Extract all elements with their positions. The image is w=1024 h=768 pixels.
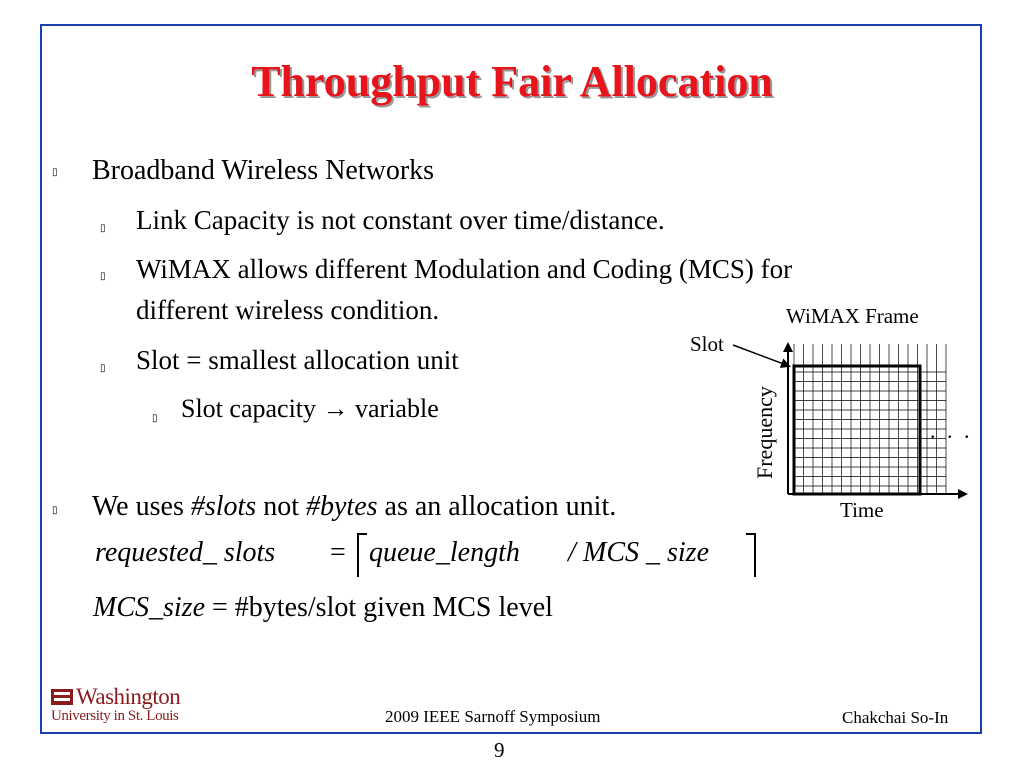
bullet-wimax-line1: WiMAX allows different Modulation and Coding (MCS) for bbox=[136, 254, 793, 284]
frame-ellipsis: . . . bbox=[930, 418, 973, 443]
bullet-wimax-line2: different wireless condition. bbox=[136, 295, 440, 325]
page-number: 9 bbox=[494, 738, 505, 762]
slot-pointer-arrow bbox=[733, 345, 789, 366]
formula-equals: = bbox=[330, 537, 346, 568]
formula-lhs: requested_ slots bbox=[95, 537, 276, 568]
logo-university-text: University in St. Louis bbox=[51, 708, 179, 724]
logo-washington-text: Washington bbox=[76, 684, 181, 709]
mcs-size-definition: MCS_size = #bytes/slot given MCS level bbox=[93, 592, 553, 623]
footer-conference: 2009 IEEE Sarnoff Symposium bbox=[385, 707, 601, 726]
bullet-slots-unit: We uses #slots not #bytes as an allocation unit. bbox=[92, 491, 617, 522]
bullet-marker: ▯ bbox=[52, 167, 58, 178]
bullet-marker: ▯ bbox=[100, 363, 106, 374]
formula-slash: / bbox=[568, 537, 576, 568]
university-shield-icon bbox=[51, 689, 73, 705]
bullet-link-capacity: Link Capacity is not constant over time/distance. bbox=[136, 205, 665, 235]
frequency-axis-label: Frequency bbox=[752, 386, 777, 479]
bullet-slot-capacity: Slot capacity → variable bbox=[181, 394, 439, 423]
bullet-marker: ▯ bbox=[100, 271, 106, 282]
footer-author: Chakchai So-In bbox=[842, 708, 949, 727]
formula-queue-length: queue_length bbox=[369, 537, 520, 568]
time-axis-label: Time bbox=[840, 498, 884, 522]
slot-label: Slot bbox=[690, 332, 724, 356]
slide-title: Throughput Fair Allocation bbox=[251, 57, 773, 106]
wimax-frame-label: WiMAX Frame bbox=[786, 304, 919, 328]
bullet-marker: ▯ bbox=[52, 505, 58, 516]
bullet-marker: ▯ bbox=[152, 413, 158, 424]
bullet-slot-definition: Slot = smallest allocation unit bbox=[136, 345, 459, 375]
bullet-broadband: Broadband Wireless Networks bbox=[92, 155, 435, 186]
bullet-marker: ▯ bbox=[100, 223, 106, 234]
formula-mcs-size: MCS _ size bbox=[583, 537, 709, 568]
